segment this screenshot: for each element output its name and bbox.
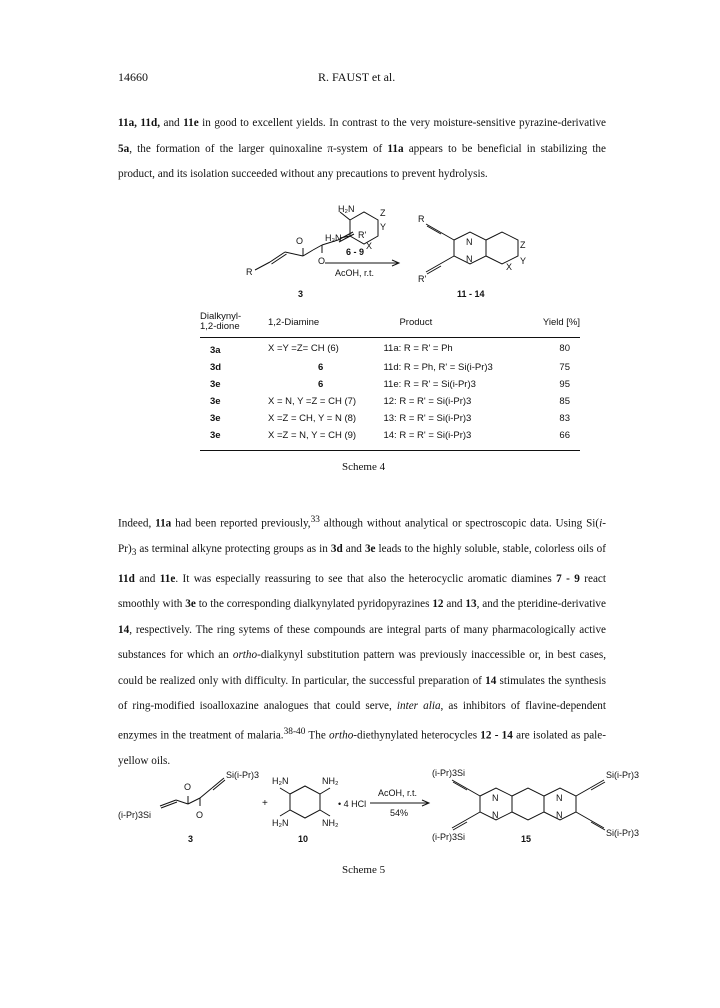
compound-ref: 14 — [118, 623, 130, 636]
compound-ref: 11a — [155, 517, 172, 530]
compound-ref: 12 — [432, 598, 444, 611]
text-run: and — [342, 543, 365, 556]
table-cell: 6 — [317, 362, 324, 373]
text-run: -dialkynyl substitution pattern was previously inaccessible or, in best cases, could be realized only with difficulty. In particular, the successful preparation of — [118, 649, 606, 687]
page-number: 14660 — [118, 70, 148, 84]
product-nitrogen: N — [556, 810, 563, 820]
amine-compound-number: 10 — [298, 834, 309, 844]
table-cell: 85 — [559, 396, 570, 407]
reagent-y-label: Y — [380, 222, 387, 232]
tips-group: Si(i-Pr)3 — [606, 770, 639, 780]
compound-ref: 11e — [183, 117, 199, 129]
text-run: and — [134, 572, 160, 585]
compound-ref: 5a — [118, 142, 130, 155]
col-header: 1,2-Diamine — [267, 316, 320, 328]
table-cell: 95 — [559, 379, 570, 390]
tips-group: (i-Pr)3Si — [118, 810, 151, 820]
table-row — [200, 338, 580, 360]
table-row — [200, 427, 580, 451]
paragraph-2 — [118, 508, 606, 775]
compound-ref: 7 - 9 — [556, 572, 580, 585]
ketone-oxygen: O — [184, 782, 192, 792]
col-header: Yield [%] — [542, 316, 580, 328]
product-nitrogen: N — [556, 793, 563, 803]
table-cell: X =Z = CH, Y = N (8) — [267, 413, 357, 424]
compound-ref: 11d — [118, 572, 135, 585]
text-run: to the corresponding dialkynylated pyridopyrazines — [195, 598, 433, 611]
text-run: , and the pteridine-derivative — [476, 598, 606, 611]
text-run: -diethynylated heterocycles — [353, 729, 481, 742]
amine-group: H₂N — [272, 818, 289, 828]
text-run: and — [160, 117, 184, 129]
table-row — [200, 410, 580, 427]
table-cell: X =Y =Z= CH (6) — [267, 343, 339, 354]
sm-compound-number: 3 — [188, 834, 194, 844]
text-run: appears to be beneficial in stabilizing the product, and its isolation succeeded without any precautions to prevent hydrolysis. — [118, 142, 606, 180]
scheme-4-table — [200, 307, 580, 451]
reaction-yield: 54% — [390, 808, 409, 818]
tips-group: Si(i-Pr)3 — [606, 828, 639, 838]
product-compound-number: 15 — [521, 834, 532, 844]
citation: 38-40 — [283, 726, 306, 737]
table-cell: 14: R = R' = Si(i-Pr)3 — [383, 430, 472, 441]
table-cell: 80 — [559, 343, 570, 354]
product-nitrogen: N — [466, 254, 473, 264]
table-cell: 3e — [210, 396, 221, 407]
text-run: The — [305, 729, 330, 742]
text-run: , the formation of the larger quinoxaline π-system of — [129, 142, 388, 155]
citation: 33 — [310, 515, 320, 525]
reagent-nh2-top: H₂N — [338, 204, 355, 214]
product-z-label: Z — [520, 240, 526, 250]
text-italic: ortho — [329, 729, 354, 742]
text-run: , respectively. The ring sytems of these compounds are integral parts of many pharmacologically active substances for which an — [118, 623, 606, 662]
compound-ref: 11a, 11d, — [118, 117, 161, 129]
reagent-range: 6 - 9 — [346, 247, 365, 257]
text-run: stimulates the synthesis of ring-modified isoalloxazine analogues that could serve, — [118, 674, 607, 713]
text-run: . It was especially reassuring to see that also the heterocyclic aromatic diamines — [175, 572, 557, 585]
compound-ref: 13 — [465, 598, 477, 611]
text-run: are isolated as pale-yellow oils. — [118, 729, 606, 768]
table-cell: 3e — [210, 413, 221, 424]
product-nitrogen: N — [466, 237, 473, 247]
table-cell: 13: R = R' = Si(i-Pr)3 — [383, 413, 472, 424]
sm-compound-number: 3 — [298, 289, 304, 299]
ketone-oxygen: O — [296, 236, 304, 246]
table-cell: 3e — [210, 430, 221, 441]
table-cell: 6 — [317, 379, 324, 390]
tips-group: (i-Pr)3Si — [432, 832, 465, 842]
scheme-5-caption: Scheme 5 — [342, 864, 386, 876]
text-run: react smoothly with — [118, 572, 607, 611]
tips-group: Si(i-Pr)3 — [226, 770, 259, 780]
table-row — [200, 393, 580, 410]
amine-group: NH₂ — [322, 818, 339, 828]
hcl-salt: • 4 HCl — [338, 799, 367, 809]
col-header: Dialkynyl- 1,2-dione — [200, 311, 242, 332]
text-run: in good to excellent yields. In contrast to the very moisture-sensitive pyrazine-derivative — [198, 117, 606, 129]
sm-rprime-label: R' — [358, 230, 367, 240]
product-compound-number: 11 - 14 — [457, 289, 485, 299]
text-run: leads to the highly soluble, stable, colorless oils of — [375, 543, 607, 556]
table-cell: 75 — [559, 362, 570, 373]
running-title: R. FAUST et al. — [318, 70, 396, 84]
scheme-4-structures — [0, 0, 720, 320]
text-italic: i — [599, 517, 603, 530]
compound-ref: 14 — [485, 674, 497, 687]
ketone-oxygen: O — [196, 810, 204, 820]
compound-ref: 11a — [387, 142, 404, 155]
table-cell: 12: R = R' = Si(i-Pr)3 — [383, 396, 472, 407]
compound-ref: 3e — [185, 598, 196, 611]
plus-sign: + — [262, 798, 268, 809]
table-row — [200, 376, 580, 393]
product-r-label: R — [418, 214, 425, 224]
table-cell: 83 — [559, 413, 570, 424]
amine-group: H₂N — [272, 776, 289, 786]
reagent-nh2-bottom: H₂N — [325, 233, 342, 243]
compound-ref: 11e — [159, 572, 176, 585]
table-cell: X = N, Y =Z = CH (7) — [267, 396, 357, 407]
text-run: -Pr) — [118, 517, 606, 556]
table-cell: 66 — [559, 430, 570, 441]
reagent-x-label: X — [366, 241, 373, 251]
scheme-4-caption: Scheme 4 — [342, 461, 386, 473]
text-run: , as inhibitors of flavine-dependent enzymes in the treatment of malaria. — [118, 700, 606, 742]
text-run: Indeed, — [118, 517, 156, 530]
table-cell: 3d — [210, 362, 222, 373]
compound-ref: 3e — [364, 543, 376, 556]
text-italic: inter alia — [396, 700, 441, 713]
ketone-oxygen: O — [318, 256, 326, 266]
text-run: as terminal alkyne protecting groups as in — [136, 543, 331, 556]
product-x-label: X — [506, 262, 513, 272]
table-row — [200, 359, 580, 376]
product-y-label: Y — [520, 256, 527, 266]
reaction-conditions: AcOH, r.t. — [378, 788, 418, 798]
tips-group: (i-Pr)3Si — [432, 768, 465, 778]
text-run: and — [443, 598, 466, 611]
product-nitrogen: N — [492, 810, 499, 820]
table-cell: 11d: R = Ph, R' = Si(i-Pr)3 — [383, 362, 493, 373]
scheme-5-structures — [0, 760, 720, 880]
table-cell: 11e: R = R' = Si(i-Pr)3 — [383, 379, 476, 390]
reagent-z-label: Z — [380, 208, 386, 218]
compound-ref: 12 - 14 — [480, 729, 513, 742]
table-cell: X =Z = N, Y = CH (9) — [267, 430, 357, 441]
product-rprime-label: R' — [418, 274, 427, 284]
col-header: Product — [399, 316, 433, 328]
table-cell: 3e — [210, 379, 221, 390]
text-italic: ortho — [232, 649, 258, 662]
text-run: had been reported previously, — [171, 517, 311, 530]
compound-ref: 3d — [330, 543, 343, 556]
table-cell: 3a — [210, 345, 221, 356]
amine-group: NH₂ — [322, 776, 339, 786]
text-run: although without analytical or spectroscopic data. Using Si( — [319, 517, 600, 530]
subscript: 3 — [131, 548, 137, 559]
sm-r-label: R — [246, 267, 253, 277]
reaction-conditions: AcOH, r.t. — [335, 268, 375, 278]
table-cell: 11a: R = R' = Ph — [383, 343, 453, 354]
product-nitrogen: N — [492, 793, 499, 803]
